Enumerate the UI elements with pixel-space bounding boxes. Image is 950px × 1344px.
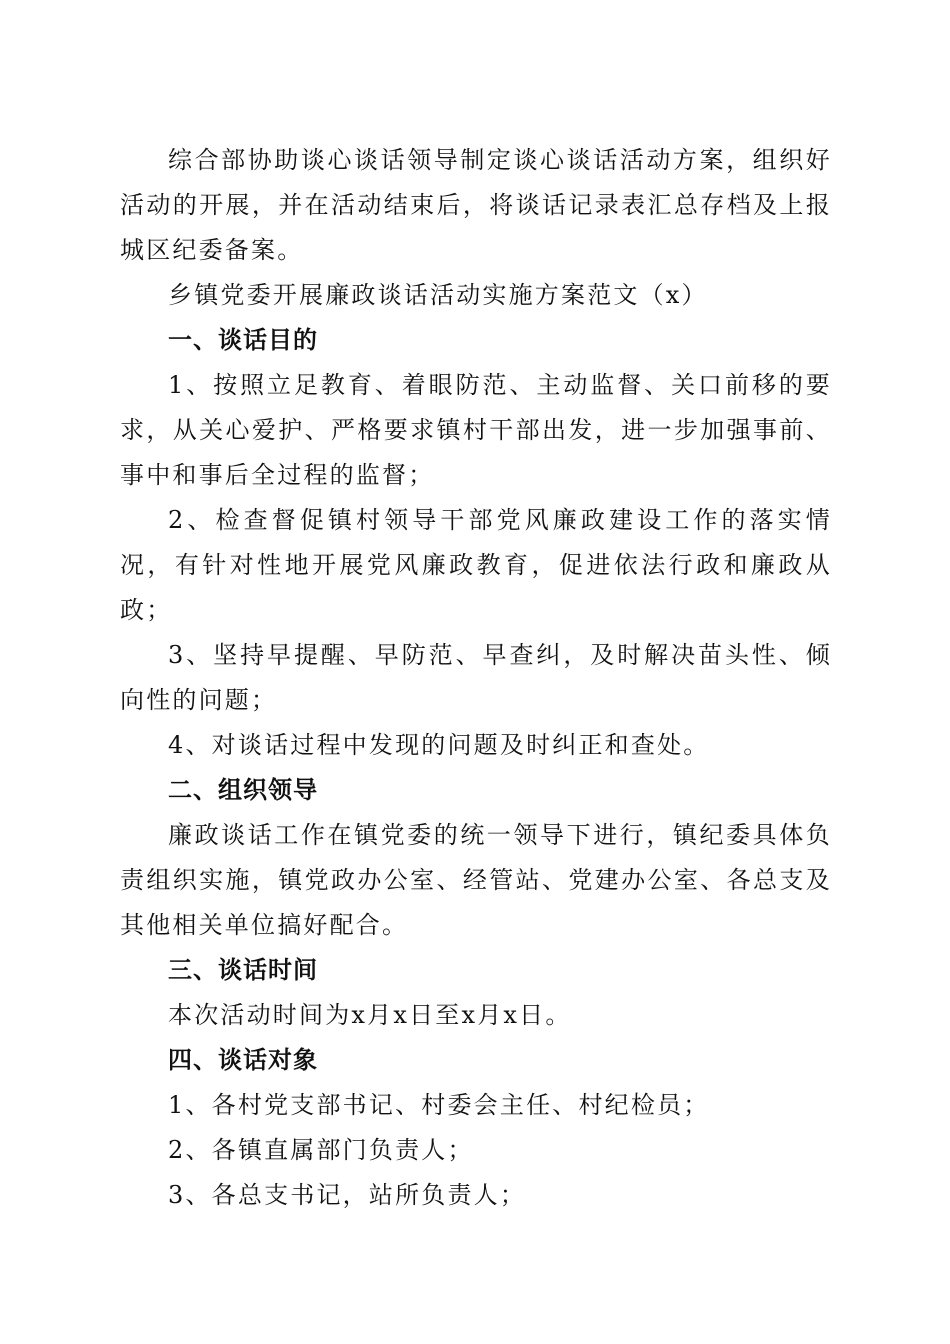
- section-heading-time: 三、谈话时间: [168, 956, 318, 984]
- section-heading-targets: 四、谈话对象: [168, 1046, 318, 1074]
- purpose-item-3: 3、坚持早提醒、早防范、早查纠，及时解决苗头性、倾向性的问题；: [120, 641, 832, 714]
- section-heading-organization: 二、组织领导: [168, 776, 318, 804]
- purpose-item-2: 2、检查督促镇村领导干部党风廉政建设工作的落实情况，有针对性地开展党风廉政教育，促进依法行政和廉政从政；: [120, 506, 832, 624]
- purpose-item-1: 1、按照立足教育、着眼防范、主动监督、关口前移的要求，从关心爱护、严格要求镇村干部出发，进一步加强事前、事中和事后全过程的监督；: [120, 371, 832, 489]
- target-item-2: 2、各镇直属部门负责人；: [168, 1136, 474, 1164]
- organization-paragraph: 廉政谈话工作在镇党委的统一领导下进行，镇纪委具体负责组织实施，镇党政办公室、经管站、党建办公室、各总支及其他相关单位搞好配合。: [120, 821, 832, 939]
- target-item-1: 1、各村党支部书记、村委会主任、村纪检员；: [168, 1091, 710, 1119]
- purpose-item-4: 4、对谈话过程中发现的问题及时纠正和查处。: [168, 731, 710, 759]
- target-item-3: 3、各总支书记，站所负责人；: [168, 1181, 527, 1209]
- plan-title: 乡镇党委开展廉政谈话活动实施方案范文（x）: [168, 281, 708, 309]
- time-paragraph: 本次活动时间为x月x日至x月x日。: [168, 1001, 572, 1029]
- document-body: [120, 138, 832, 1218]
- section-heading-purpose: 一、谈话目的: [168, 326, 318, 354]
- paragraph-duty-description: 综合部协助谈心谈话领导制定谈心谈话活动方案，组织好活动的开展，并在活动结束后，将谈话记录表汇总存档及上报城区纪委备案。: [120, 146, 832, 264]
